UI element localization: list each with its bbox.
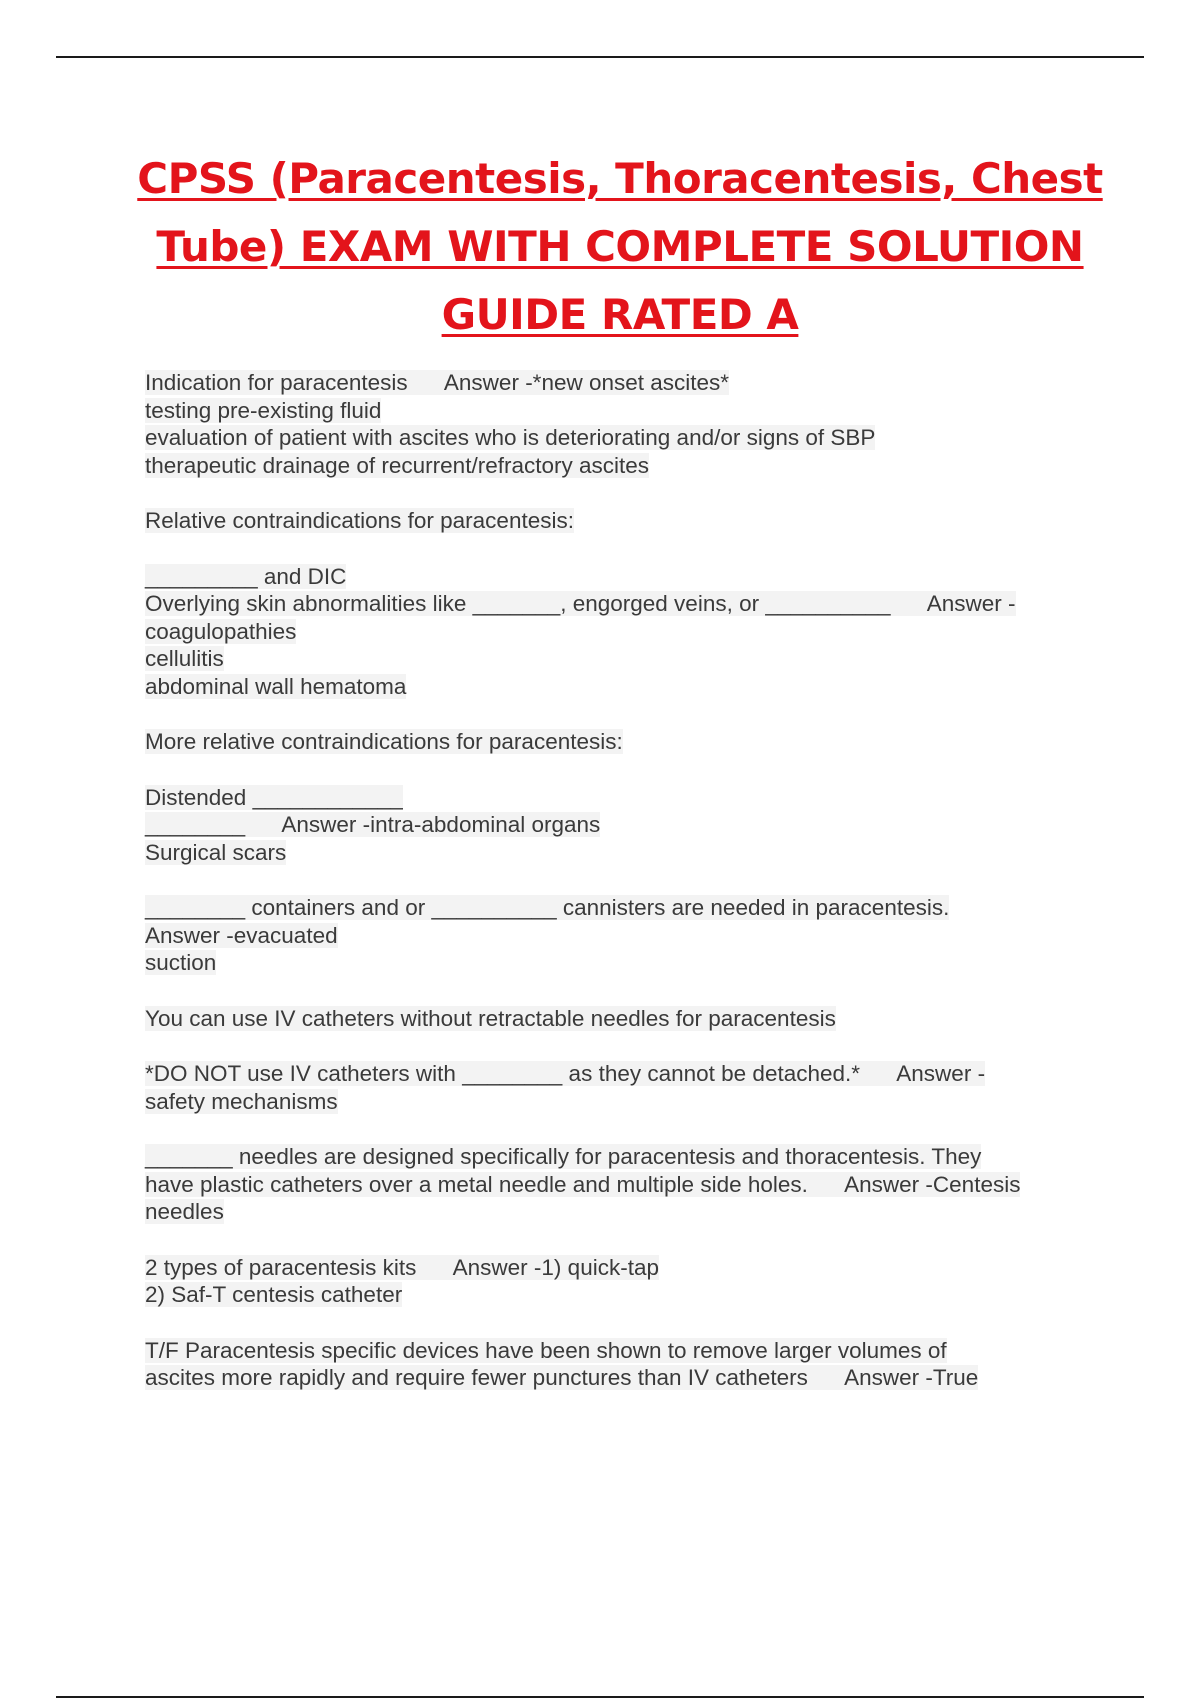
block-spacer [145,1032,1105,1060]
line-text: *DO NOT use IV catheters with ________ as they cannot be detached.* Answer - [145,1061,986,1086]
line-text: 2 types of paracentesis kits Answer -1) quick-tap [145,1254,659,1280]
text-line [145,397,1105,425]
text-line [145,563,1105,591]
block-spacer [145,479,1105,507]
qa-block [145,369,1105,479]
line-text: therapeutic drainage of recurrent/refractory ascites [145,452,649,478]
text-line [145,949,1105,977]
block-spacer [145,866,1105,894]
line-text: 2) Saf-T centesis catheter [145,1282,403,1307]
document-body [145,369,1105,1392]
qa-block [145,784,1105,867]
qa-block [145,1337,1105,1392]
text-line [145,894,1105,922]
block-spacer [145,977,1105,1005]
qa-block [145,728,1105,756]
text-line [145,1060,1105,1088]
text-line [145,1281,1105,1309]
line-text: Overlying skin abnormalities like _______, engorged veins, or __________ Answer - [145,591,1016,616]
line-text: coagulopathies [145,618,297,644]
text-line [145,1171,1105,1199]
title-line: GUIDE RATED A [441,290,799,339]
line-text: abdominal wall hematoma [145,673,407,699]
line-text: Distended ____________ [145,784,403,810]
line-text: _______ needles are designed specifically for paracentesis and thoracentesis. They [145,1144,982,1169]
line-text: testing pre-existing fluid [145,397,382,423]
text-line [145,590,1105,618]
title-line: CPSS (Paracentesis, Thoracentesis, Chest [137,154,1103,203]
text-line [145,839,1105,867]
text-line [145,424,1105,452]
line-text: ________ containers and or __________ cannisters are needed in paracentesis. [145,895,950,920]
line-text: _________ and DIC [145,563,347,589]
text-line [145,811,1105,839]
block-spacer [145,700,1105,728]
qa-block [145,1005,1105,1033]
text-line [145,784,1105,812]
title-line: Tube) EXAM WITH COMPLETE SOLUTION [156,222,1084,271]
qa-block [145,507,1105,535]
header-rule [56,56,1144,58]
text-line [145,922,1105,950]
text-line [145,728,1105,756]
qa-block [145,1143,1105,1226]
line-text: cellulitis [145,646,224,671]
document-title [100,145,1140,349]
line-text: You can use IV catheters without retractable needles for paracentesis [145,1005,836,1031]
block-spacer [145,1115,1105,1143]
qa-block [145,563,1105,701]
text-line [145,1364,1105,1392]
line-text: safety mechanisms [145,1088,338,1114]
block-spacer [145,756,1105,784]
text-line [145,1143,1105,1171]
text-line [145,1005,1105,1033]
block-spacer [145,1226,1105,1254]
qa-block [145,1254,1105,1309]
line-text: suction [145,950,217,975]
text-line [145,645,1105,673]
text-line [145,1198,1105,1226]
text-line [145,507,1105,535]
text-line [145,673,1105,701]
line-text: Surgical scars [145,839,287,865]
line-text: needles [145,1199,224,1224]
block-spacer [145,535,1105,563]
line-text: Answer -evacuated [145,922,338,948]
line-text: ascites more rapidly and require fewer punctures than IV catheters Answer -True [145,1365,979,1390]
line-text: T/F Paracentesis specific devices have been shown to remove larger volumes of [145,1337,947,1363]
text-line [145,618,1105,646]
line-text: More relative contraindications for paracentesis: [145,729,623,754]
block-spacer [145,1309,1105,1337]
line-text: have plastic catheters over a metal needle and multiple side holes. Answer -Centesis [145,1171,1021,1197]
text-line [145,452,1105,480]
footer-rule [56,1696,1144,1698]
line-text: Indication for paracentesis Answer -*new onset ascites* [145,370,730,395]
text-line [145,1088,1105,1116]
line-text: Relative contraindications for paracentesis: [145,508,574,533]
line-text: ________ Answer -intra-abdominal organs [145,812,601,837]
text-line [145,1337,1105,1365]
qa-block [145,1060,1105,1115]
text-line [145,369,1105,397]
qa-block [145,894,1105,977]
line-text: evaluation of patient with ascites who is deteriorating and/or signs of SBP [145,425,876,450]
text-line [145,1254,1105,1282]
